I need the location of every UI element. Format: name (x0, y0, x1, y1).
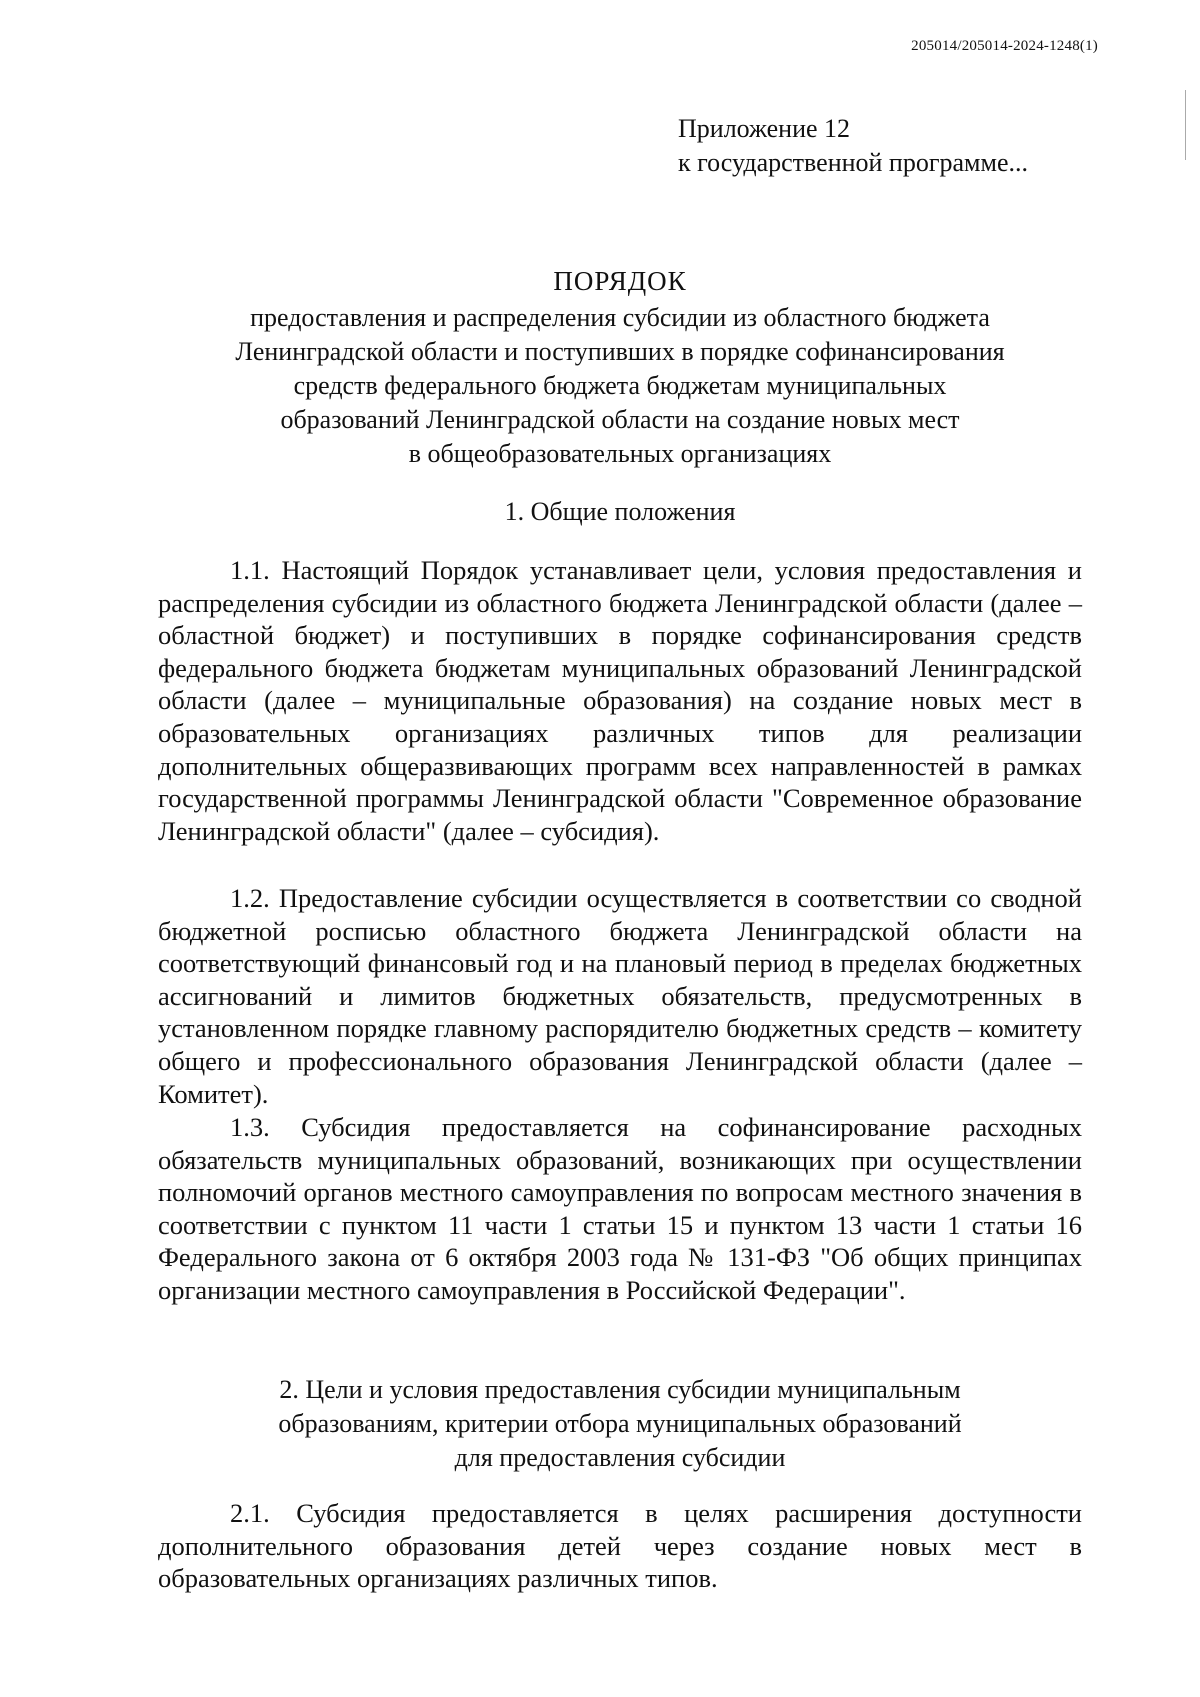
subtitle-line: образований Ленинградской области на создание новых мест (280, 405, 960, 434)
subtitle-line: предоставления и распределения субсидии из областного бюджета (250, 303, 990, 332)
document-subtitle (0, 301, 1200, 471)
subtitle-line: Ленинградской области и поступивших в порядке софинансирования (235, 337, 1005, 366)
section-2-heading (0, 1373, 1200, 1475)
subtitle-line: в общеобразовательных организациях (408, 439, 832, 468)
scan-edge-mark (1185, 90, 1186, 160)
document-id: 205014/205014-2024-1248(1) (911, 38, 1098, 54)
section-1-heading (0, 495, 1200, 529)
subtitle-line: средств федерального бюджета бюджетам муниципальных (293, 371, 947, 400)
document-title: ПОРЯДОК (553, 266, 687, 296)
appendix-block (678, 112, 1028, 180)
appendix-line-2: к государственной программе... (678, 148, 1028, 177)
paragraph-1-2: 1.2. Предоставление субсидии осуществляется в соответствии со сводной бюджетной росписью областного бюджета Ленинградской области на соответствующий финансовый год и на плановый период в пределах бюджетных ассигнований и лимитов бюджетных обязательств, предусмотренных в установленном порядке главному распорядителю бюджетных средств – комитету общего и профессионального образования Ленинградской области (далее – Комитет). (158, 883, 1082, 1109)
section-2-heading-line: образованиям, критерии отбора муниципальных образований (278, 1409, 962, 1438)
section-1-heading-text: 1. Общие положения (504, 497, 736, 526)
section-2-heading-line: для предоставления субсидии (454, 1443, 786, 1472)
appendix-line-1: Приложение 12 (678, 114, 851, 143)
paragraph-1-3: 1.3. Субсидия предоставляется на софинансирование расходных обязательств муниципальных образований, возникающих при осуществлении полномочий органов местного самоуправления по вопросам местного значения в соответствии с пунктом 11 части 1 статьи 15 и пунктом 13 части 1 статьи 16 Федерального закона от 6 октября 2003 года № 131-ФЗ "Об общих принципах организации местного самоуправления в Российской Федерации". (158, 1112, 1082, 1305)
paragraph-2-1: 2.1. Субсидия предоставляется в целях расширения доступности дополнительного образования детей через создание новых мест в образовательных организациях различных типов. (158, 1498, 1082, 1594)
paragraph-1-1: 1.1. Настоящий Порядок устанавливает цели, условия предоставления и распределения субсидии из областного бюджета Ленинградской области (далее – областной бюджет) и поступивших в порядке софинансирования средств федерального бюджета бюджетам муниципальных образований Ленинградской области (далее – муниципальные образования) на создание новых мест в образовательных организациях различных типов для реализации дополнительных общеразвивающих программ всех направленностей в рамках государственной программы Ленинградской области "Современное образование Ленинградской области" (далее – субсидия). (158, 555, 1082, 846)
section-2-heading-line: 2. Цели и условия предоставления субсидии муниципальным (279, 1375, 961, 1404)
